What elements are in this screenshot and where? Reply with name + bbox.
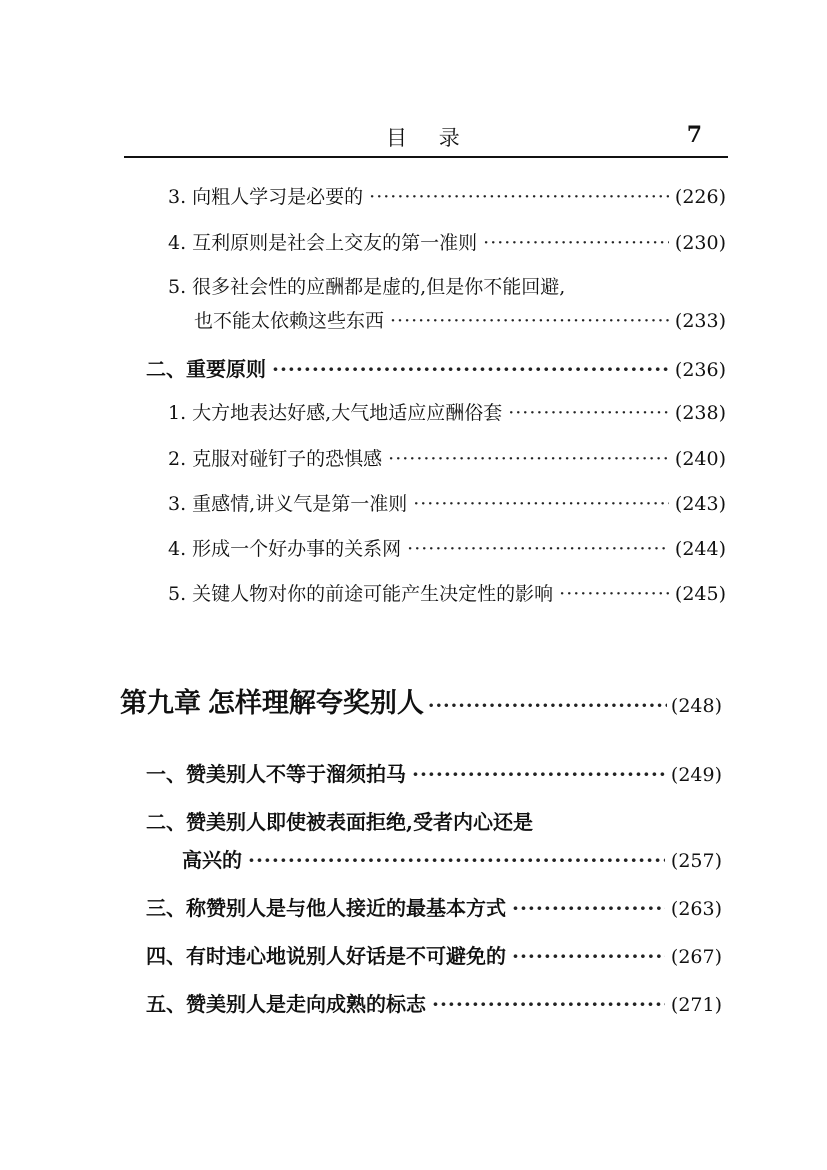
toc-entry[interactable]: [168, 398, 726, 425]
toc-entry-page: (233): [674, 310, 726, 332]
toc-entry-title: 3. 重感情,讲义气是第一准则: [168, 493, 408, 515]
toc-entry-page: (240): [674, 448, 726, 470]
toc-section-page: (257): [670, 850, 722, 872]
leader-dots: [413, 493, 669, 515]
toc-entry[interactable]: [168, 444, 726, 471]
toc-section-title-line1[interactable]: 二、赞美别人即使被表面拒绝,受者内心还是: [146, 810, 533, 834]
toc-entry-title: 4. 形成一个好办事的关系网: [168, 538, 402, 560]
toc-section-page: (236): [674, 359, 726, 381]
toc-entry[interactable]: [168, 182, 726, 209]
leader-dots: [412, 762, 665, 786]
toc-section-page: (263): [670, 898, 722, 920]
toc-entry-title: 1. 大方地表达好感,大气地适应应酬俗套: [168, 402, 503, 424]
toc-section-title: 三、称赞别人是与他人接近的最基本方式: [146, 896, 506, 920]
toc-section-page: (271): [670, 994, 722, 1016]
toc-entry-title: 2. 克服对碰钉子的恐惧感: [168, 448, 383, 470]
toc-section[interactable]: [146, 940, 722, 969]
leader-dots: [407, 538, 669, 560]
toc-section-title: 二、重要原则: [146, 357, 266, 381]
toc-entry-page: (238): [674, 402, 726, 424]
toc-entry-page: (226): [674, 186, 726, 208]
toc-entry-title: 5. 关键人物对你的前途可能产生决定性的影响: [168, 583, 554, 605]
toc-entry[interactable]: [168, 534, 726, 561]
leader-dots: [512, 896, 665, 920]
toc-section-title: 五、赞美别人是走向成熟的标志: [146, 992, 426, 1016]
leader-dots: [432, 992, 665, 1016]
chapter-page: (248): [670, 695, 722, 717]
toc-entry-page: (244): [674, 538, 726, 560]
toc-entry[interactable]: [168, 228, 726, 255]
leader-dots: [428, 695, 667, 717]
leader-dots: [559, 583, 669, 605]
toc-entry-page: (230): [674, 232, 726, 254]
toc-section[interactable]: [146, 758, 722, 787]
toc-section[interactable]: [146, 353, 726, 382]
leader-dots: [369, 186, 669, 208]
chapter-number: 第九章: [120, 688, 201, 719]
leader-dots: [512, 944, 665, 968]
leader-dots: [508, 402, 669, 424]
toc-section[interactable]: [146, 988, 722, 1017]
toc-entry-title-line1[interactable]: 5. 很多社会性的应酬都是虚的,但是你不能回避,: [168, 276, 566, 298]
leader-dots: [390, 310, 669, 332]
toc-entry-title: 4. 互利原则是社会上交友的第一准则: [168, 232, 478, 254]
toc-entry-title-line2: 也不能太依赖这些东西: [194, 310, 385, 332]
leader-dots: [272, 357, 669, 381]
toc-section-title: 一、赞美别人不等于溜须拍马: [146, 762, 406, 786]
toc-section-title: 四、有时违心地说别人好话是不可避免的: [146, 944, 506, 968]
toc-section[interactable]: [182, 844, 722, 873]
leader-dots: [388, 448, 669, 470]
toc-section-page: (249): [670, 764, 722, 786]
leader-dots: [483, 232, 669, 254]
toc-section-title-line2: 高兴的: [182, 848, 242, 872]
leader-dots: [248, 848, 665, 872]
toc-entry-page: (245): [674, 583, 726, 605]
toc-section[interactable]: [146, 892, 722, 921]
running-header: [124, 118, 728, 158]
toc-entry-page: (243): [674, 493, 726, 515]
toc-entry[interactable]: [194, 306, 726, 333]
toc-entry[interactable]: [168, 579, 726, 606]
chapter-title: 怎样理解夸奖别人: [207, 688, 424, 719]
toc-chapter[interactable]: [120, 681, 722, 720]
toc-entry[interactable]: [168, 489, 726, 516]
page-number: 7: [686, 122, 702, 148]
toc-section-page: (267): [670, 946, 722, 968]
toc-entry-title: 3. 向粗人学习是必要的: [168, 186, 364, 208]
header-title: 目 录: [386, 126, 461, 150]
